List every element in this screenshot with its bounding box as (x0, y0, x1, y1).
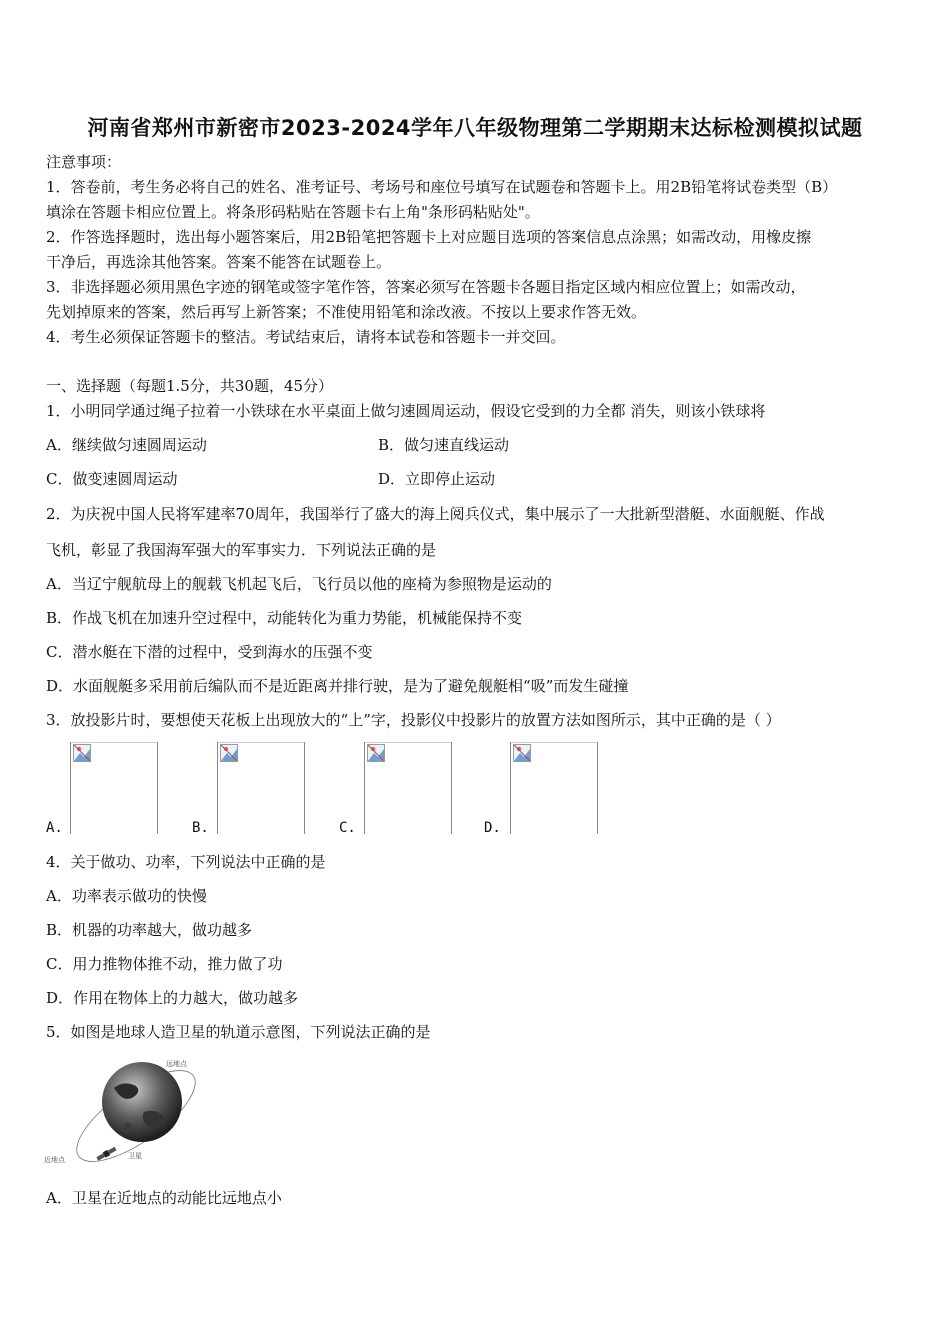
broken-image-icon (73, 744, 91, 762)
q4-option-b: B．机器的功率越大，做功越多 (46, 921, 253, 939)
q1-option-c: C．做变速圆周运动 (46, 470, 178, 488)
exam-title: 河南省郑州市新密市2023-2024学年八年级物理第二学期期末达标检测模拟试题 (87, 116, 863, 140)
q3-label-d: D. (484, 820, 501, 836)
q4-option-c: C．用力推物体推不动，推力做了功 (46, 955, 283, 973)
broken-image-icon (513, 744, 531, 762)
q1-option-a: A．继续做匀速圆周运动 (46, 436, 207, 454)
q4-option-d: D．作用在物体上的力越大，做功越多 (46, 989, 299, 1007)
satellite-label: 卫星 (128, 1152, 142, 1160)
notice-line: 4．考生必须保证答题卡的整洁。考试结束后，请将本试卷和答题卡一并交回。 (46, 328, 566, 346)
question-3-stem: 3．放投影片时，要想使天花板上出现放大的“上”字，投影仪中投影片的放置方法如图所示，其中正确的是（ ） (46, 711, 781, 729)
q4-option-a: A．功率表示做功的快慢 (46, 887, 207, 905)
broken-image-icon (220, 744, 238, 762)
q1-option-d: D．立即停止运动 (378, 470, 496, 488)
notice-line: 先划掉原来的答案，然后再写上新答案；不准使用铅笔和涂改液。不按以上要求作答无效。 (46, 303, 647, 321)
q3-label-a: A. (46, 820, 63, 836)
q2-option-d: D．水面舰艇多采用前后编队而不是近距离并排行驶，是为了避免舰艇相“吸”而发生碰撞 (46, 677, 629, 695)
question-2-stem-cont: 飞机，彰显了我国海军强大的军事实力．下列说法正确的是 (46, 541, 437, 559)
earth-icon (102, 1062, 182, 1142)
q2-option-c: C．潜水艇在下潜的过程中，受到海水的压强不变 (46, 643, 373, 661)
q2-option-a: A．当辽宁舰航母上的舰载飞机起飞后，飞行员以他的座椅为参照物是运动的 (46, 575, 552, 593)
q3-figure-b (217, 742, 305, 834)
q5-option-a: A．卫星在近地点的动能比远地点小 (46, 1189, 282, 1207)
broken-image-icon (367, 744, 385, 762)
q3-label-b: B. (192, 820, 209, 836)
q3-figure-d (510, 742, 598, 834)
satellite-orbit-figure (44, 1058, 204, 1170)
far-point-label: 远地点 (166, 1060, 187, 1068)
notice-line: 填涂在答题卡相应位置上。将条形码粘贴在答题卡右上角"条形码粘贴处"。 (46, 203, 540, 221)
section-heading: 一、选择题（每题1.5分，共30题，45分） (46, 377, 334, 395)
notice-line: 干净后，再选涂其他答案。答案不能答在试题卷上。 (46, 253, 392, 271)
q3-figure-c (364, 742, 452, 834)
q3-label-c: C. (339, 820, 356, 836)
q1-option-b: B．做匀速直线运动 (378, 436, 510, 454)
notice-line: 1．答卷前，考生务必将自己的姓名、准考证号、考场号和座位号填写在试题卷和答题卡上。用2B铅笔将试卷类型（B） (46, 178, 838, 196)
notice-line: 2．作答选择题时，选出每小题答案后，用2B铅笔把答题卡上对应题目选项的答案信息点涂黑；如需改动，用橡皮擦 (46, 228, 812, 246)
question-4-stem: 4．关于做功、功率，下列说法中正确的是 (46, 853, 326, 871)
notice-line: 3．非选择题必须用黑色字迹的钢笔或签字笔作答，答案必须写在答题卡各题目指定区域内相应位置上；如需改动， (46, 278, 806, 296)
q2-option-b: B．作战飞机在加速升空过程中，动能转化为重力势能，机械能保持不变 (46, 609, 523, 627)
q3-figure-a (70, 742, 158, 834)
question-1-stem: 1．小明同学通过绳子拉着一小铁球在水平桌面上做匀速圆周运动，假设它受到的力全都 消失，则该小铁球将 (46, 402, 766, 420)
near-point-label: 近地点 (44, 1156, 65, 1164)
question-5-stem: 5．如图是地球人造卫星的轨道示意图，下列说法正确的是 (46, 1023, 431, 1041)
question-2-stem: 2．为庆祝中国人民将军建率70周年，我国举行了盛大的海上阅兵仪式，集中展示了一大批新型潜艇、水面舰艇、作战 (46, 505, 825, 523)
notice-heading: 注意事项： (46, 153, 122, 171)
